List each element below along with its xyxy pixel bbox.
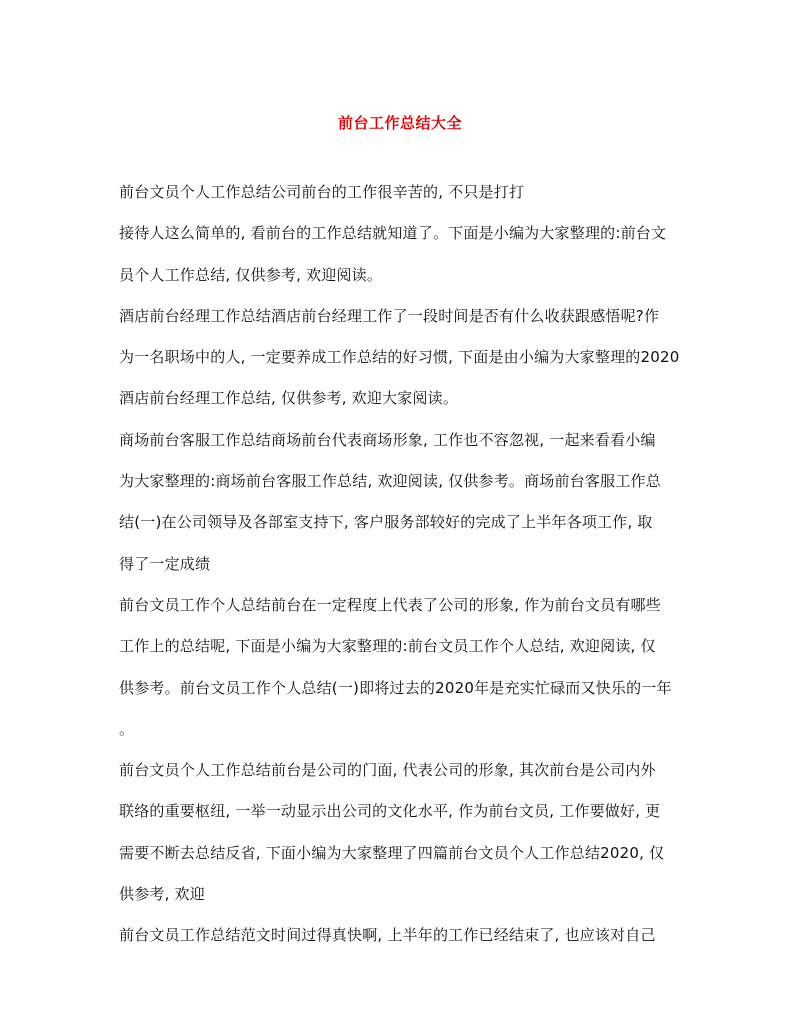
text-line: 工作上的总结呢, 下面是小编为大家整理的:前台文员工作个人总结, 欢迎阅读, 仅 <box>119 637 656 656</box>
text-line: 员个人工作总结, 仅供参考, 欢迎阅读。 <box>119 265 383 284</box>
text-line: 酒店前台经理工作总结酒店前台经理工作了一段时间是否有什么收获跟感悟呢?作 <box>119 306 660 325</box>
text-line: 前台文员工作总结范文时间过得真快啊, 上半年的工作已经结束了, 也应该对自己 <box>119 926 656 945</box>
text-line: 前台文员工作个人总结前台在一定程度上代表了公司的形象, 作为前台文员有哪些 <box>119 595 661 614</box>
text-line: 。 <box>119 719 135 738</box>
document-title: 前台工作总结大全 <box>337 114 462 132</box>
text-line: 结(一)在公司领导及各部室支持下, 客户服务部较好的完成了上半年各项工作, 取 <box>119 513 653 532</box>
text-line: 得了一定成绩 <box>119 554 211 573</box>
text-line: 前台文员个人工作总结公司前台的工作很辛苦的, 不只是打打 <box>119 183 525 201</box>
text-line: 接待人这么简单的, 看前台的工作总结就知道了。下面是小编为大家整理的:前台文 <box>119 224 667 243</box>
text-line: 联络的重要枢纽, 一举一动显示出公司的文化水平, 作为前台文员, 工作要做好, 更 <box>119 802 661 821</box>
text-line: 供参考。前台文员工作个人总结(一)即将过去的2020年是充实忙碌而又快乐的一年 <box>119 678 672 697</box>
text-line: 需要不断去总结反省, 下面小编为大家整理了四篇前台文员个人工作总结2020, 仅 <box>119 843 665 862</box>
text-line: 商场前台客服工作总结商场前台代表商场形象, 工作也不容忽视, 一起来看看小编 <box>119 430 656 449</box>
document-body <box>119 172 684 957</box>
text-line: 供参考, 欢迎 <box>119 885 205 904</box>
text-line: 前台文员个人工作总结前台是公司的门面, 代表公司的形象, 其次前台是公司内外 <box>119 761 656 780</box>
text-line: 酒店前台经理工作总结, 仅供参考, 欢迎大家阅读。 <box>119 389 459 408</box>
text-line: 为一名职场中的人, 一定要养成工作总结的好习惯, 下面是由小编为大家整理的2020 <box>119 348 680 367</box>
text-line: 为大家整理的:商场前台客服工作总结, 欢迎阅读, 仅供参考。商场前台客服工作总 <box>119 472 661 491</box>
